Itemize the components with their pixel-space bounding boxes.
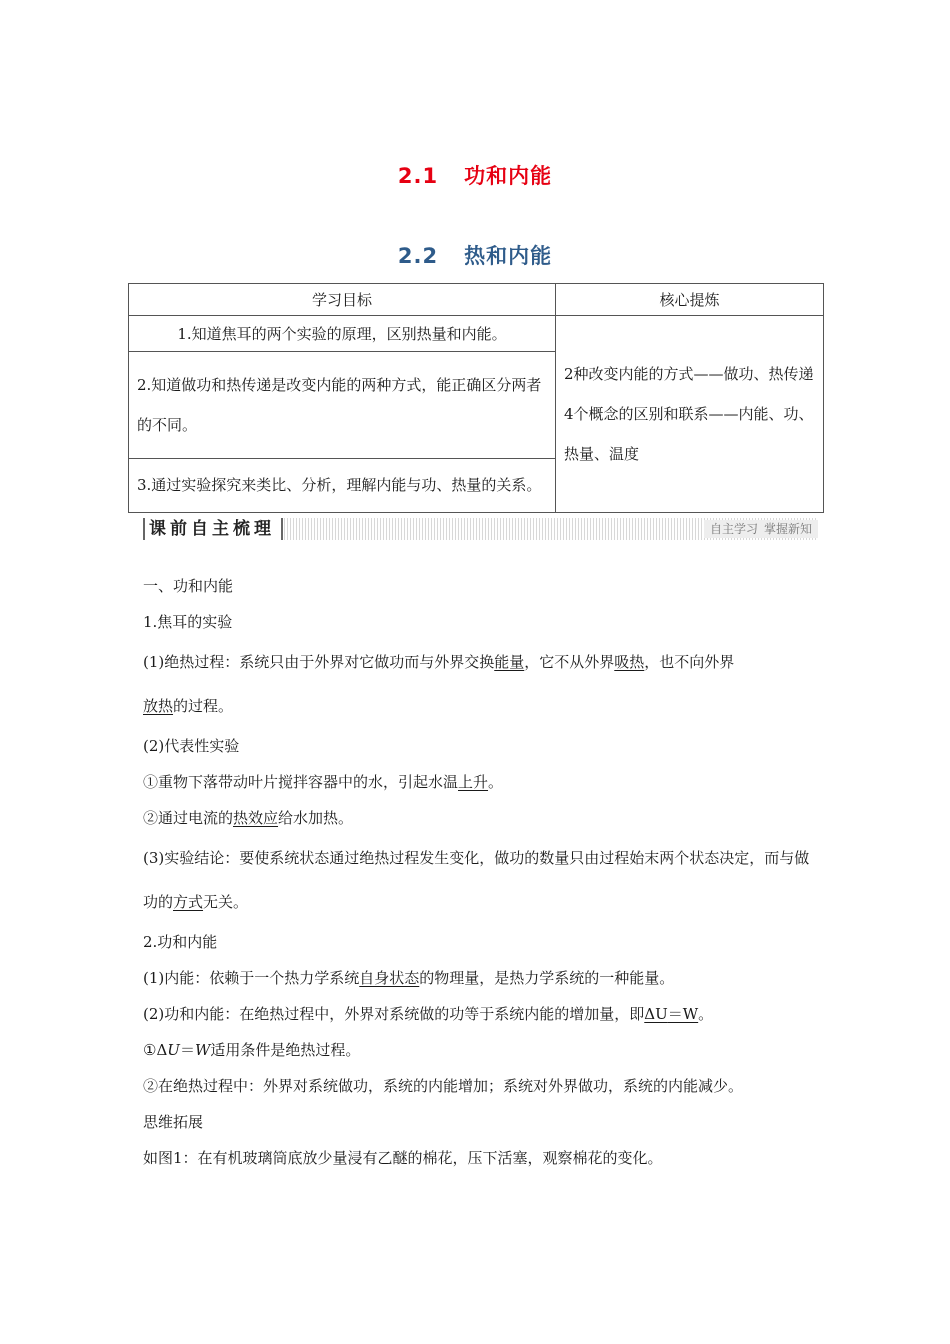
paragraph-falling-weight: ①重物下落带动叶片搅拌容器中的水，引起水温上升。 xyxy=(143,773,504,791)
section-title-2-2: 2.2 热和内能 xyxy=(397,244,553,268)
table-header-row xyxy=(129,284,824,316)
content-body xyxy=(143,568,823,1176)
paragraph-adiabatic-process: (1)绝热过程：系统只由于外界对它做功而与外界交换能量，它不从外界吸热，也不向外界 放热的过程。 xyxy=(143,653,735,715)
banner-title: 课前自主梳理 xyxy=(143,518,283,540)
paragraph-internal-energy: (1)内能：依赖于一个热力学系统自身状态的物理量，是热力学系统的一种能量。 xyxy=(143,969,675,987)
learning-goals-table xyxy=(128,283,824,513)
goal-2: 2.知道做功和热传递是改变内能的两种方式，能正确区分两者的不同。 xyxy=(129,352,556,459)
subheading-joule-experiment: 1.焦耳的实验 xyxy=(143,613,233,631)
paragraph-representative-experiment: (2)代表性实验 xyxy=(143,737,240,755)
table-row xyxy=(129,316,824,352)
paragraph-experiment-conclusion: (3)实验结论：要使系统状态通过绝热过程发生变化，做功的数量只由过程始末两个状态决定，而与做功的方式无关。 xyxy=(143,849,810,911)
header-core-summary: 核心提炼 xyxy=(556,284,824,316)
goal-3: 3.通过实验探究来类比、分析，理解内能与功、热量的关系。 xyxy=(129,458,556,512)
heading-thinking-extension: 思维拓展 xyxy=(143,1113,204,1131)
core-item-1: 2种改变内能的方式——做功、热传递 xyxy=(564,365,814,383)
paragraph-formula-condition: ①ΔU＝W适用条件是绝热过程。 xyxy=(143,1041,361,1059)
section-banner xyxy=(143,518,818,540)
heading-work-internal-energy: 一、功和内能 xyxy=(143,577,234,595)
subheading-work-and-energy: 2.功和内能 xyxy=(143,933,218,951)
core-item-2: 4个概念的区别和联系——内能、功、热量、温度 xyxy=(564,405,814,463)
section-title-2-1: 2.1 功和内能 xyxy=(397,164,553,188)
goal-1: 1.知道焦耳的两个实验的原理，区别热量和内能。 xyxy=(129,316,556,352)
paragraph-work-and-internal-energy: (2)功和内能：在绝热过程中，外界对系统做的功等于系统内能的增加量，即ΔU＝W。 xyxy=(143,1005,714,1023)
paragraph-figure-1: 如图1：在有机玻璃筒底放少量浸有乙醚的棉花，压下活塞，观察棉花的变化。 xyxy=(143,1149,663,1167)
core-summary-cell xyxy=(556,316,824,513)
banner-subtitle: 自主学习 掌握新知 xyxy=(704,520,818,538)
header-learning-goals: 学习目标 xyxy=(129,284,556,316)
paragraph-adiabatic-work: ②在绝热过程中：外界对系统做功，系统的内能增加；系统对外界做功，系统的内能减少。 xyxy=(143,1077,744,1095)
paragraph-electric-heating: ②通过电流的热效应给水加热。 xyxy=(143,809,354,827)
